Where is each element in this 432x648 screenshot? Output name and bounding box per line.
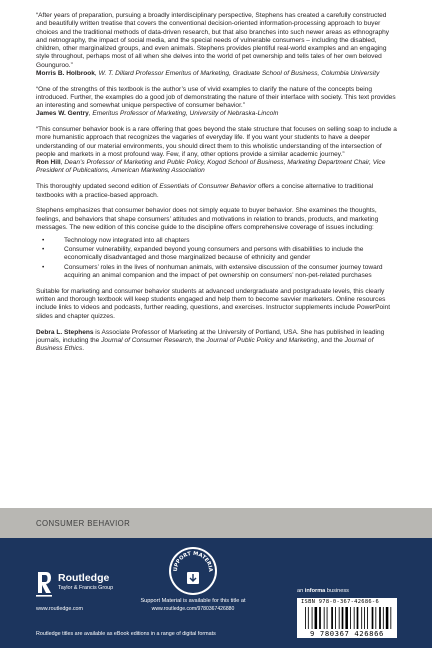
list-item: • Consumer vulnerability, expanded beyond young consumers and persons with disabilities to include the economically disadvantaged and those marginalized because of ethnicity and gender	[64, 246, 398, 263]
informa-brand: informa	[304, 588, 326, 594]
review-attribution-2	[36, 110, 398, 118]
publisher-website: www.routledge.com	[36, 606, 84, 612]
isbn-label: ISBN 978-0-367-42686-6	[301, 599, 379, 605]
intro-text-start: This thoroughly updated second edition of	[36, 183, 160, 191]
support-text: Support Material is available for this title at	[140, 598, 246, 604]
content-column	[36, 12, 398, 361]
isbn-barcode	[297, 598, 397, 638]
reviewer-name-2: James W. Gentry	[36, 110, 89, 118]
publisher-name: Routledge	[58, 572, 110, 584]
journal-name: Journal of Business Ethics	[36, 336, 374, 353]
review-quote-2: “One of the strengths of this textbook is the author’s use of vivid examples to clarify the nature of the concepts being introduced. Further, the examples do a good job of demonstrating the nature of their interface with society. This text provides an interesting and somewhat unique perspective of consumer behavior.”	[36, 85, 396, 110]
publisher-group: Taylor & Francis Group	[58, 585, 114, 591]
reviewer-affiliation-2: , Emeritus Professor of Marketing, University of Nebraska-Lincoln	[88, 110, 279, 118]
review-attribution-3	[36, 159, 398, 176]
book-title: Essentials of Consumer Behavior	[159, 183, 257, 191]
barcode-bars-icon	[305, 607, 393, 629]
intro-text-end: offers a concise alternative to traditional textbooks with a practice-based approach.	[36, 183, 374, 199]
bio-text: .	[82, 345, 85, 353]
bio-text: , and the	[317, 336, 345, 344]
review-quote-1: “After years of preparation, pursuing a broadly interdisciplinary perspective, Stephens has created a carefully constructed and beautifully written treatise that covers the conventional decision-oriented information-processing approach to buyer choices and the traditional methods of data-driven research, but that also branches into such newer areas as ethnography and netnography, the impact of social media, and the special needs of vulnerable consumers – including the disabled, children, other marginalized groups, and even animals. Stephens provides plentiful real-world examples and an engaging style throughout, perhaps most of all when she delves into the world of pet ownership and tells tales of her own beloved Gounguroo.”	[36, 12, 390, 69]
support-url[interactable]: www.routledge.com/9780367426880	[151, 606, 235, 612]
ebook-note: Routledge titles are available as eBook editions in a range of digital formats	[36, 631, 216, 637]
category-label: CONSUMER BEHAVIOR	[36, 519, 131, 528]
author-name: Debra L. Stephens	[36, 328, 94, 336]
barcode-number: 9 780367 426866	[310, 629, 384, 638]
reviewer-name-3: Ron Hill	[36, 159, 61, 167]
reviewer-name-1: Morris B. Holbrook	[36, 69, 95, 77]
issues-list	[36, 237, 398, 281]
journal-name: Journal of Public Policy and Marketing	[206, 336, 318, 344]
informa-suffix: business	[325, 588, 349, 594]
category-band	[0, 508, 432, 538]
reviewer-affiliation-1: , W. T. Dillard Professor Emeritus of Marketing, Graduate School of Business, Columbia University	[94, 69, 380, 77]
review-attribution-1	[36, 70, 398, 78]
overview-paragraph: Stephens emphasizes that consumer behavior does not simply equate to buyer behavior. She examines the thoughts, feelings, and behaviors that shape consumers’ attitudes and motivations in relation to brands, products, and marketing messages. The new edition of this concise guide to the discipline offers comprehensive coverage of issues including:	[36, 207, 379, 231]
bio-text: is Associate Professor of Marketing at the University of Portland, USA. She has published in leading journals, including the	[36, 328, 385, 344]
routledge-logo-icon	[36, 571, 52, 597]
audience-paragraph: Suitable for marketing and consumer behavior students at advanced undergraduate and postgraduate levels, this clearly written and thorough textbook will keep students engaged and help them to become savvier marketers. Online resources include links to videos and podcasts, further reading, questions, and exercises. Instructor supplements include PowerPoint slides and chapter quizzes.	[36, 287, 391, 320]
publisher-footer	[0, 538, 432, 648]
badge-text: UPPORT MATERIA	[172, 550, 214, 573]
list-item: • Technology now integrated into all chapters	[64, 237, 398, 245]
review-quote-3: “This consumer behavior book is a rare offering that goes beyond the stale structure that focuses on selling soap to include a more humanistic approach that recognizes the vagaries of everyday life. If you want your students to have a deeper understanding of our material environments, you should direct them to this wholistic understanding of the intersection of people and markets in a most profound way. Few, if any, other options provide a similar academic journey.”	[36, 126, 397, 158]
support-material-badge-icon	[168, 546, 218, 596]
informa-business-label	[297, 588, 349, 594]
journal-name: Journal of Consumer Research	[101, 336, 192, 344]
reviewer-affiliation-3: , Dean’s Professor of Marketing and Public Policy, Kogod School of Business, Marketing Department Chair, Vice President of Publications, American Marketing Association	[36, 159, 386, 175]
list-item: • Consumers’ roles in the lives of nonhuman animals, with extensive discussion of the consumer journey toward acquiring an animal companion and the impact of pet ownership on consumers’ non-pet-related purchases	[64, 264, 398, 281]
bio-text: , the	[191, 336, 207, 344]
intro-paragraph	[36, 183, 398, 200]
informa-prefix: an	[297, 588, 305, 594]
author-bio	[36, 329, 398, 354]
